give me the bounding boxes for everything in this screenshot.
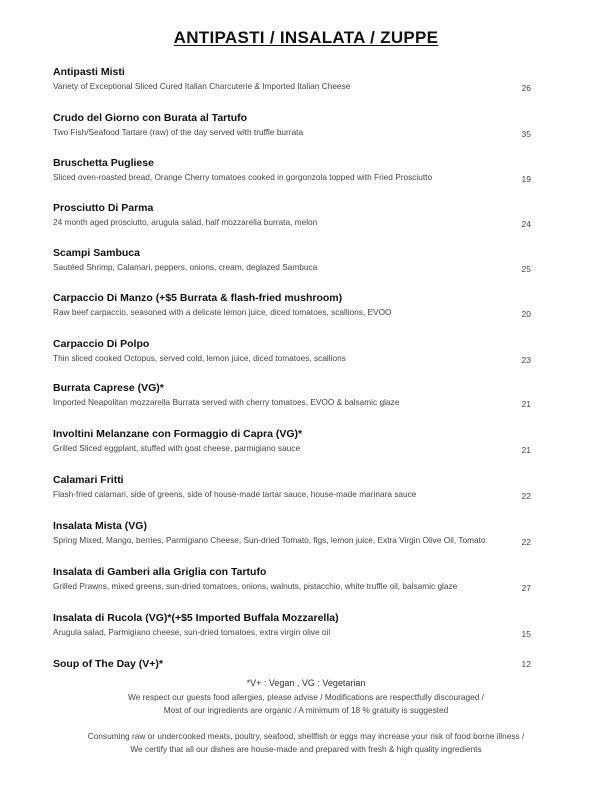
menu-item-price: 19 [521, 174, 531, 184]
menu-item-name: Carpaccio Di Polpo [53, 338, 150, 350]
menu-item-name: Carpaccio Di Manzo (+$5 Burrata & flash-fried mushroom) [53, 292, 343, 304]
menu-item [53, 292, 531, 317]
menu-item-description: Imported Neapolitan mozzarella Burrata served with cherry tomatoes, EVOO & balsamic glaze [53, 397, 400, 407]
menu-item-description: Grilled Prawns, mixed greens, sun-dried tomatoes, onions, walnuts, pistacchio, white truffle oil, balsamic glaze [53, 581, 458, 591]
allergy-notice: We respect our guests food allergies, please advise / Modifications are respectfully discouraged / [128, 691, 484, 702]
menu-item [53, 428, 531, 453]
menu-item-price: 12 [521, 659, 531, 669]
menu-item-price: 22 [521, 491, 531, 501]
menu-item-description: Sautéed Shrimp, Calamari, peppers, onions, cream, deglazed Sambuca [53, 262, 318, 272]
menu-item-price: 27 [521, 583, 531, 593]
menu-item [53, 247, 531, 272]
menu-item-description: Sliced oven-roasted bread, Orange Cherry tomatoes cooked in gorgonzola topped with Fried Prosciutto [53, 172, 433, 182]
menu-item [53, 658, 531, 670]
menu-item-price: 23 [521, 355, 531, 365]
organic-gratuity-notice: Most of our ingredients are organic / A minimum of 18 % gratuity is suggested [163, 705, 449, 715]
menu-item-description: Spring Mixed, Mango, berries, Parmigiano Cheese, Sun-dried Tomato, figs, lemon juice, Extra Virgin Olive Oil, Tomato [53, 535, 486, 545]
raw-food-warning: Consuming raw or undercooked meats, poultry, seafood, shellfish or eggs may increase your risk of food borne illness / [87, 730, 525, 741]
menu-item-name: Crudo del Giorno con Burata al Tartufo [53, 112, 248, 124]
menu-item [53, 112, 531, 137]
menu-item [53, 66, 531, 91]
menu-item-description: Variety of Exceptional Sliced Cured Italian Charcuterie & Imported Italian Cheese [53, 81, 351, 91]
menu-item-price: 21 [521, 445, 531, 455]
menu-item-name: Burrata Caprese (VG)* [53, 382, 164, 394]
menu-item-price: 24 [521, 219, 531, 229]
menu-item [53, 520, 531, 545]
menu-item-name: Calamari Fritti [53, 474, 124, 486]
menu-item-description: Arugula salad, Parmigiano cheese, sun-dried tomatoes, extra virgin olive oil [53, 627, 331, 637]
menu-item-name: Insalata di Gamberi alla Griglia con Tartufo [53, 566, 267, 578]
menu-item [53, 382, 531, 407]
house-made-certification: We certify that all our dishes are house-made and prepared with fresh & high quality ingredients [130, 744, 482, 754]
menu-item-price: 21 [521, 399, 531, 409]
menu-item-name: Soup of The Day (V+)* [53, 658, 163, 670]
menu-item-name: Insalata di Rucola (VG)*(+$5 Imported Buffala Mozzarella) [53, 612, 339, 624]
menu-item-name: Antipasti Misti [53, 66, 125, 78]
menu-item-description: Thin sliced cooked Octopus, served cold, lemon juice, diced tomatoes, scallions [53, 353, 346, 363]
menu-item-name: Scampi Sambuca [53, 247, 140, 259]
menu-item-price: 25 [521, 264, 531, 274]
menu-item [53, 612, 531, 637]
menu-item-name: Prosciutto Di Parma [53, 202, 154, 214]
menu-item-price: 20 [521, 309, 531, 319]
menu-item-name: Involtini Melanzane con Formaggio di Capra (VG)* [53, 428, 303, 440]
menu-item [53, 338, 531, 363]
menu-section-title [0, 28, 612, 48]
menu-section-title-text: ANTIPASTI / INSALATA / ZUPPE [173, 28, 439, 47]
dietary-legend: *V+ : Vegan , VG : Vegetarian [246, 678, 366, 688]
menu-item-price: 15 [521, 629, 531, 639]
menu-item-description: Grilled Sliced eggplant, stuffed with goat cheese, parmigiano sauce [53, 443, 301, 453]
menu-item [53, 157, 531, 182]
menu-item-description: Raw beef carpaccio, seasoned with a delicate lemon juice, diced tomatoes, scallions, EVOO [53, 307, 392, 317]
menu-item-description: 24 month aged prosciutto, arugula salad, half mozzarella burrata, melon [53, 217, 318, 227]
menu-item-price: 22 [521, 537, 531, 547]
menu-item [53, 474, 531, 499]
menu-item [53, 566, 531, 591]
menu-item-name: Bruschetta Pugliese [53, 157, 154, 169]
menu-item-price: 26 [521, 83, 531, 93]
menu-item-name: Insalata Mista (VG) [53, 520, 147, 532]
menu-footer [0, 677, 612, 757]
menu-item-description: Flash-fried calamari, side of greens, side of house-made tartar sauce, house-made marinara sauce [53, 489, 417, 499]
menu-item-price: 35 [521, 129, 531, 139]
menu-item-description: Two Fish/Seafood Tartare (raw) of the day served with truffle burrata [53, 127, 304, 137]
menu-item [53, 202, 531, 227]
